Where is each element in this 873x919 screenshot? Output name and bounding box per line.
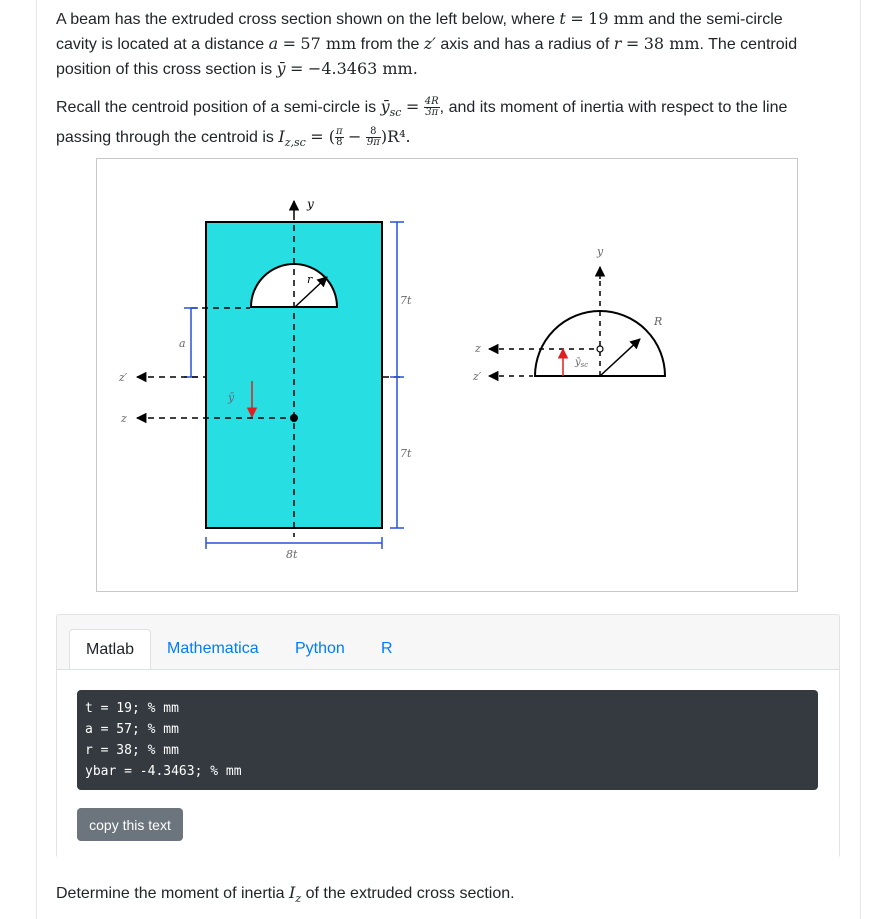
recall-statement (56, 95, 846, 155)
label-ybar: ȳ (228, 391, 235, 404)
iz-subscript: z (295, 892, 302, 906)
text: and the semi-circle (648, 11, 783, 28)
r-value: 38 mm (643, 34, 700, 53)
code-line: ybar = -4.3463; % mm (85, 764, 242, 779)
copy-button[interactable]: copy this text (77, 808, 183, 841)
figure-svg (97, 159, 797, 591)
text: axis and has a radius of (440, 36, 610, 53)
fraction-pi-8: $\frac{\pi}{8}$ (336, 126, 343, 149)
label-zprime-right: z′ (473, 370, 482, 383)
izsc-subscript: z,sc (284, 136, 306, 150)
label-zprime: z′ (119, 371, 128, 384)
centroid-sc-dot (597, 346, 603, 352)
text: of the extruded cross section. (305, 885, 515, 902)
text: . The centroid (699, 36, 798, 53)
equals: = (625, 34, 640, 53)
label-8t: 8t (286, 548, 298, 561)
label-z: z (121, 412, 127, 425)
question (56, 881, 846, 911)
label-7t-bottom: 7t (400, 447, 412, 460)
tab-r[interactable]: R (381, 640, 393, 657)
text: , and its moment of inertia with respect to the line (439, 99, 788, 116)
equals: = (570, 9, 584, 28)
a-symbol: a (268, 34, 279, 53)
code-line: a = 57; % mm (85, 722, 179, 737)
equals: = (282, 34, 296, 53)
minus: − (348, 127, 362, 147)
label-ysc: $ȳ_{sc}$ (575, 357, 589, 369)
tab-python[interactable]: Python (295, 640, 345, 657)
problem-statement (56, 7, 846, 82)
iz-symbol: I (289, 883, 296, 902)
label-y-right: y (597, 245, 604, 258)
text: Determine the moment of inertia (56, 885, 285, 902)
tab-mathematica[interactable]: Mathematica (167, 640, 259, 657)
label-R: R (654, 315, 663, 328)
code-tabs-card (56, 614, 840, 858)
code-line: r = 38; % mm (85, 743, 179, 758)
equals: = (290, 59, 304, 78)
tab-matlab[interactable]: Matlab (69, 629, 151, 671)
text: passing through the centroid is (56, 129, 274, 147)
izsc-symbol: I (278, 127, 285, 147)
label-a: a (179, 337, 186, 350)
label-r: r (307, 273, 313, 286)
text: cavity is located at a distance (56, 36, 265, 53)
fraction-4r-3pi: $\frac{4R}{3\pi}$ (424, 96, 439, 119)
tab-panel (57, 669, 839, 858)
r-symbol: r (613, 34, 622, 53)
text: A beam has the extruded cross section shown on the left below, where (56, 11, 555, 28)
paren-open: = ( (310, 127, 335, 147)
ysc-subscript: sc (389, 106, 402, 120)
ysc-symbol: ȳ (380, 97, 390, 116)
tab-strip (69, 629, 839, 670)
fraction-8-9pi: $\frac{8}{9\pi}$ (366, 126, 380, 149)
t-value: 19 mm (588, 9, 644, 28)
paren-close: )R⁴. (380, 127, 411, 147)
label-z-right: z (475, 342, 481, 355)
code-line: t = 19; % mm (85, 701, 179, 716)
t-symbol: t (559, 9, 566, 28)
centroid-dot (290, 414, 298, 422)
ybar-symbol: ȳ (276, 59, 286, 78)
equals: = (405, 97, 420, 116)
ybar-value: −4.3463 mm. (307, 59, 418, 78)
zprime-symbol: z′ (423, 34, 436, 53)
label-y: y (307, 197, 314, 211)
text: from the (360, 36, 420, 53)
code-block[interactable] (77, 690, 818, 790)
a-value: 57 mm (300, 34, 357, 53)
cross-section-figure (96, 158, 798, 592)
text: Recall the centroid position of a semi-circle is (56, 99, 377, 116)
text: position of this cross section is (56, 61, 273, 78)
label-7t-top: 7t (400, 294, 412, 307)
